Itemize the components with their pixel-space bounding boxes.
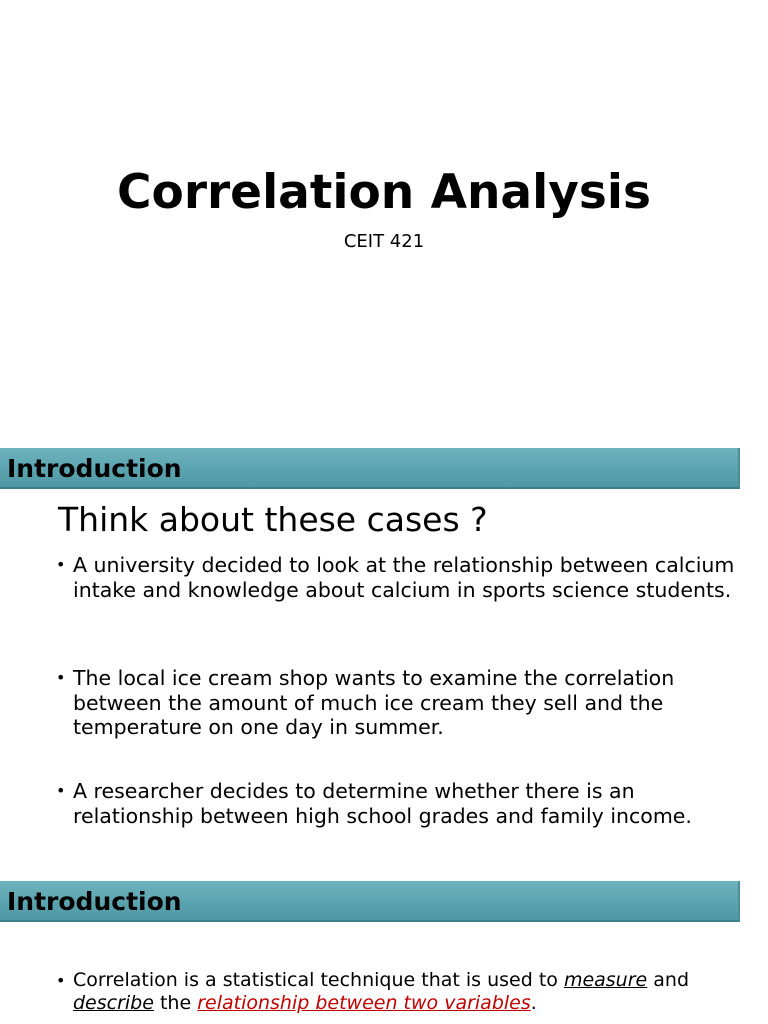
slide2-header-title: Introduction (7, 454, 182, 483)
list-item (56, 553, 736, 602)
course-code: CEIT 421 (343, 231, 425, 252)
list-item (56, 666, 736, 740)
presentation-title: Correlation Analysis (117, 165, 651, 220)
bullet-text: A researcher decides to determine whether there is an relationship between high school grades and family income. (73, 779, 692, 828)
title-slide (0, 0, 768, 432)
slide3-header-title: Introduction (7, 887, 182, 916)
emphasis-describe: describe (73, 992, 154, 1014)
bullet-icon: • (56, 668, 66, 687)
bullet-icon: • (56, 971, 66, 990)
bullet-icon: • (56, 781, 66, 800)
bullet-text-part: the (153, 992, 198, 1014)
slide2-heading: Think about these cases ? (58, 500, 488, 539)
bullet-list (56, 779, 736, 828)
bullet-text-part: Correlation is a statistical technique that is used to (73, 969, 564, 991)
bullet-list (56, 666, 736, 740)
bullet-icon: • (56, 555, 66, 574)
list-item (56, 779, 736, 828)
bullet-text: A university decided to look at the relationship between calcium intake and knowledge about calcium in sports science students. (73, 553, 735, 602)
slide2-header-bar (0, 448, 740, 489)
bullet-text-part: . (530, 992, 537, 1014)
emphasis-measure: measure (563, 969, 648, 991)
bullet-text-part: and (647, 969, 690, 991)
bullet-text: The local ice cream shop wants to examine the correlation between the amount of much ice cream they sell and the temperature on one day in summer. (73, 666, 675, 739)
bullet-list (56, 969, 736, 1015)
emphasis-relationship: relationship between two variables (197, 992, 531, 1014)
slide3-header-bar (0, 881, 740, 922)
bullet-list (56, 553, 736, 602)
list-item (56, 969, 736, 1015)
